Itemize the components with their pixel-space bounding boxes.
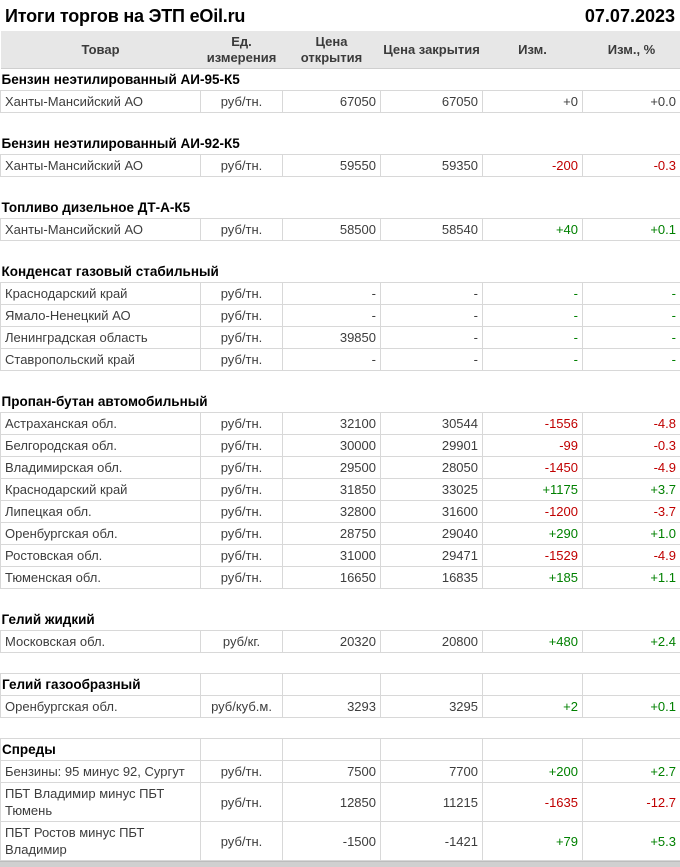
change-cell: -99 [483, 435, 583, 457]
close-price-cell: 31600 [381, 501, 483, 523]
change-cell: +40 [483, 219, 583, 241]
gap-cell [1, 718, 680, 739]
close-price-cell: - [381, 305, 483, 327]
open-price-cell: - [283, 283, 381, 305]
section-empty-cell [381, 739, 483, 761]
product-name-cell: Краснодарский край [1, 479, 201, 501]
product-name-cell: Ханты-Мансийский АО [1, 219, 201, 241]
section-title: Бензин неэтилированный АИ-95-К5 [1, 69, 680, 91]
unit-cell: руб/кг. [201, 631, 283, 653]
product-name-cell: Тюменская обл. [1, 567, 201, 589]
column-header-1: Ед. измерения [201, 31, 283, 69]
section-header-row [1, 261, 680, 283]
unit-cell: руб/тн. [201, 501, 283, 523]
open-price-cell: 39850 [283, 327, 381, 349]
report-date: 07.07.2023 [585, 6, 675, 27]
change-percent-cell: -0.3 [583, 155, 680, 177]
gap-cell [1, 371, 680, 392]
product-name-cell: Астраханская обл. [1, 413, 201, 435]
unit-cell: руб/тн. [201, 349, 283, 371]
change-cell: - [483, 305, 583, 327]
change-cell: - [483, 349, 583, 371]
table-row [1, 696, 680, 718]
change-percent-cell: +1.1 [583, 567, 680, 589]
change-cell: +200 [483, 761, 583, 783]
section-title: Топливо дизельное ДТ-А-К5 [1, 197, 680, 219]
change-cell: -1556 [483, 413, 583, 435]
unit-cell: руб/тн. [201, 545, 283, 567]
section-gap [1, 653, 680, 674]
change-percent-cell: -4.8 [583, 413, 680, 435]
product-name-cell: Ростовская обл. [1, 545, 201, 567]
gap-cell [1, 177, 680, 198]
section-header-row [1, 674, 680, 696]
section-title: Гелий газообразный [1, 674, 201, 696]
unit-cell: руб/тн. [201, 155, 283, 177]
close-price-cell: -1421 [381, 822, 483, 861]
open-price-cell: 16650 [283, 567, 381, 589]
product-name-cell: Бензины: 95 минус 92, Сургут [1, 761, 201, 783]
open-price-cell: - [283, 305, 381, 327]
change-percent-cell: +2.7 [583, 761, 680, 783]
section-title: Гелий жидкий [1, 609, 680, 631]
change-percent-cell: +3.7 [583, 479, 680, 501]
change-percent-cell: - [583, 283, 680, 305]
table-row [1, 349, 680, 371]
change-cell: +185 [483, 567, 583, 589]
section-empty-cell [483, 674, 583, 696]
change-cell: -1450 [483, 457, 583, 479]
product-name-cell: Белгородская обл. [1, 435, 201, 457]
product-name-cell: Ханты-Мансийский АО [1, 91, 201, 113]
column-header-0: Товар [1, 31, 201, 69]
section-title: Бензин неэтилированный АИ-92-К5 [1, 133, 680, 155]
open-price-cell: 31000 [283, 545, 381, 567]
section-empty-cell [483, 739, 583, 761]
table-body [1, 69, 680, 861]
section-header-row [1, 391, 680, 413]
bottom-scrollbar-strip[interactable] [0, 861, 680, 867]
change-percent-cell: -4.9 [583, 545, 680, 567]
title-bar [0, 0, 680, 31]
section-empty-cell [583, 739, 680, 761]
change-cell: +290 [483, 523, 583, 545]
table-row [1, 305, 680, 327]
unit-cell: руб/тн. [201, 91, 283, 113]
column-header-row [1, 31, 680, 69]
product-name-cell: Владимирская обл. [1, 457, 201, 479]
open-price-cell: 31850 [283, 479, 381, 501]
section-empty-cell [283, 739, 381, 761]
section-title: Конденсат газовый стабильный [1, 261, 680, 283]
close-price-cell: 29901 [381, 435, 483, 457]
close-price-cell: 67050 [381, 91, 483, 113]
section-gap [1, 371, 680, 392]
table-row [1, 479, 680, 501]
change-cell: +1175 [483, 479, 583, 501]
table-row [1, 761, 680, 783]
product-name-cell: Ханты-Мансийский АО [1, 155, 201, 177]
table-row [1, 822, 680, 861]
table-row [1, 219, 680, 241]
section-empty-cell [283, 674, 381, 696]
close-price-cell: 30544 [381, 413, 483, 435]
open-price-cell: 67050 [283, 91, 381, 113]
open-price-cell: 12850 [283, 783, 381, 822]
section-gap [1, 241, 680, 262]
change-cell: - [483, 327, 583, 349]
unit-cell: руб/тн. [201, 413, 283, 435]
change-percent-cell: -4.9 [583, 457, 680, 479]
table-row [1, 91, 680, 113]
change-percent-cell: - [583, 305, 680, 327]
section-header-row [1, 609, 680, 631]
change-percent-cell: +1.0 [583, 523, 680, 545]
change-percent-cell: - [583, 349, 680, 371]
product-name-cell: Липецкая обл. [1, 501, 201, 523]
section-gap [1, 113, 680, 134]
gap-cell [1, 241, 680, 262]
column-header-4: Изм. [483, 31, 583, 69]
unit-cell: руб/тн. [201, 761, 283, 783]
open-price-cell: 28750 [283, 523, 381, 545]
open-price-cell: - [283, 349, 381, 371]
open-price-cell: 32100 [283, 413, 381, 435]
unit-cell: руб/тн. [201, 479, 283, 501]
unit-cell: руб/тн. [201, 283, 283, 305]
section-empty-cell [201, 674, 283, 696]
gap-cell [1, 589, 680, 610]
section-empty-cell [381, 674, 483, 696]
open-price-cell: 58500 [283, 219, 381, 241]
product-name-cell: ПБТ Владимир минус ПБТ Тюмень [1, 783, 201, 822]
close-price-cell: 29040 [381, 523, 483, 545]
change-cell: +79 [483, 822, 583, 861]
change-percent-cell: +5.3 [583, 822, 680, 861]
open-price-cell: 20320 [283, 631, 381, 653]
section-gap [1, 177, 680, 198]
unit-cell: руб/тн. [201, 219, 283, 241]
table-row [1, 413, 680, 435]
close-price-cell: 16835 [381, 567, 483, 589]
unit-cell: руб/тн. [201, 567, 283, 589]
change-cell: -1200 [483, 501, 583, 523]
page-title: Итоги торгов на ЭТП eOil.ru [5, 6, 245, 27]
change-cell: - [483, 283, 583, 305]
table-row [1, 327, 680, 349]
close-price-cell: 58540 [381, 219, 483, 241]
change-percent-cell: -0.3 [583, 435, 680, 457]
close-price-cell: - [381, 283, 483, 305]
open-price-cell: 7500 [283, 761, 381, 783]
change-cell: -200 [483, 155, 583, 177]
close-price-cell: 11215 [381, 783, 483, 822]
change-cell: -1529 [483, 545, 583, 567]
unit-cell: руб/тн. [201, 457, 283, 479]
open-price-cell: 59550 [283, 155, 381, 177]
trading-results-table [0, 31, 680, 861]
open-price-cell: 29500 [283, 457, 381, 479]
close-price-cell: 33025 [381, 479, 483, 501]
table-row [1, 283, 680, 305]
open-price-cell: -1500 [283, 822, 381, 861]
product-name-cell: Ямало-Ненецкий АО [1, 305, 201, 327]
open-price-cell: 32800 [283, 501, 381, 523]
table-row [1, 457, 680, 479]
close-price-cell: - [381, 349, 483, 371]
change-percent-cell: +0.1 [583, 219, 680, 241]
section-header-row [1, 197, 680, 219]
change-percent-cell: -12.7 [583, 783, 680, 822]
product-name-cell: Ленинградская область [1, 327, 201, 349]
close-price-cell: 28050 [381, 457, 483, 479]
column-header-2: Цена открытия [283, 31, 381, 69]
table-row [1, 523, 680, 545]
change-percent-cell: - [583, 327, 680, 349]
table-row [1, 435, 680, 457]
section-title: Спреды [1, 739, 201, 761]
section-header-row [1, 133, 680, 155]
table-row [1, 783, 680, 822]
section-empty-cell [583, 674, 680, 696]
open-price-cell: 30000 [283, 435, 381, 457]
product-name-cell: Ставропольский край [1, 349, 201, 371]
product-name-cell: Краснодарский край [1, 283, 201, 305]
change-percent-cell: +2.4 [583, 631, 680, 653]
unit-cell: руб/тн. [201, 523, 283, 545]
table-row [1, 155, 680, 177]
product-name-cell: Оренбургская обл. [1, 696, 201, 718]
change-percent-cell: +0.0 [583, 91, 680, 113]
unit-cell: руб/тн. [201, 783, 283, 822]
section-title: Пропан-бутан автомобильный [1, 391, 680, 413]
gap-cell [1, 113, 680, 134]
table-row [1, 631, 680, 653]
close-price-cell: - [381, 327, 483, 349]
table-row [1, 545, 680, 567]
section-gap [1, 589, 680, 610]
unit-cell: руб/тн. [201, 435, 283, 457]
gap-cell [1, 653, 680, 674]
unit-cell: руб/тн. [201, 305, 283, 327]
change-percent-cell: -3.7 [583, 501, 680, 523]
column-header-5: Изм., % [583, 31, 680, 69]
section-empty-cell [201, 739, 283, 761]
section-header-row [1, 69, 680, 91]
unit-cell: руб/куб.м. [201, 696, 283, 718]
table-row [1, 567, 680, 589]
change-cell: +480 [483, 631, 583, 653]
change-cell: +2 [483, 696, 583, 718]
column-header-3: Цена закрытия [381, 31, 483, 69]
section-gap [1, 718, 680, 739]
change-percent-cell: +0.1 [583, 696, 680, 718]
table-row [1, 501, 680, 523]
product-name-cell: ПБТ Ростов минус ПБТ Владимир [1, 822, 201, 861]
product-name-cell: Оренбургская обл. [1, 523, 201, 545]
product-name-cell: Московская обл. [1, 631, 201, 653]
unit-cell: руб/тн. [201, 822, 283, 861]
open-price-cell: 3293 [283, 696, 381, 718]
section-header-row [1, 739, 680, 761]
change-cell: +0 [483, 91, 583, 113]
close-price-cell: 3295 [381, 696, 483, 718]
unit-cell: руб/тн. [201, 327, 283, 349]
close-price-cell: 59350 [381, 155, 483, 177]
close-price-cell: 7700 [381, 761, 483, 783]
close-price-cell: 29471 [381, 545, 483, 567]
change-cell: -1635 [483, 783, 583, 822]
close-price-cell: 20800 [381, 631, 483, 653]
